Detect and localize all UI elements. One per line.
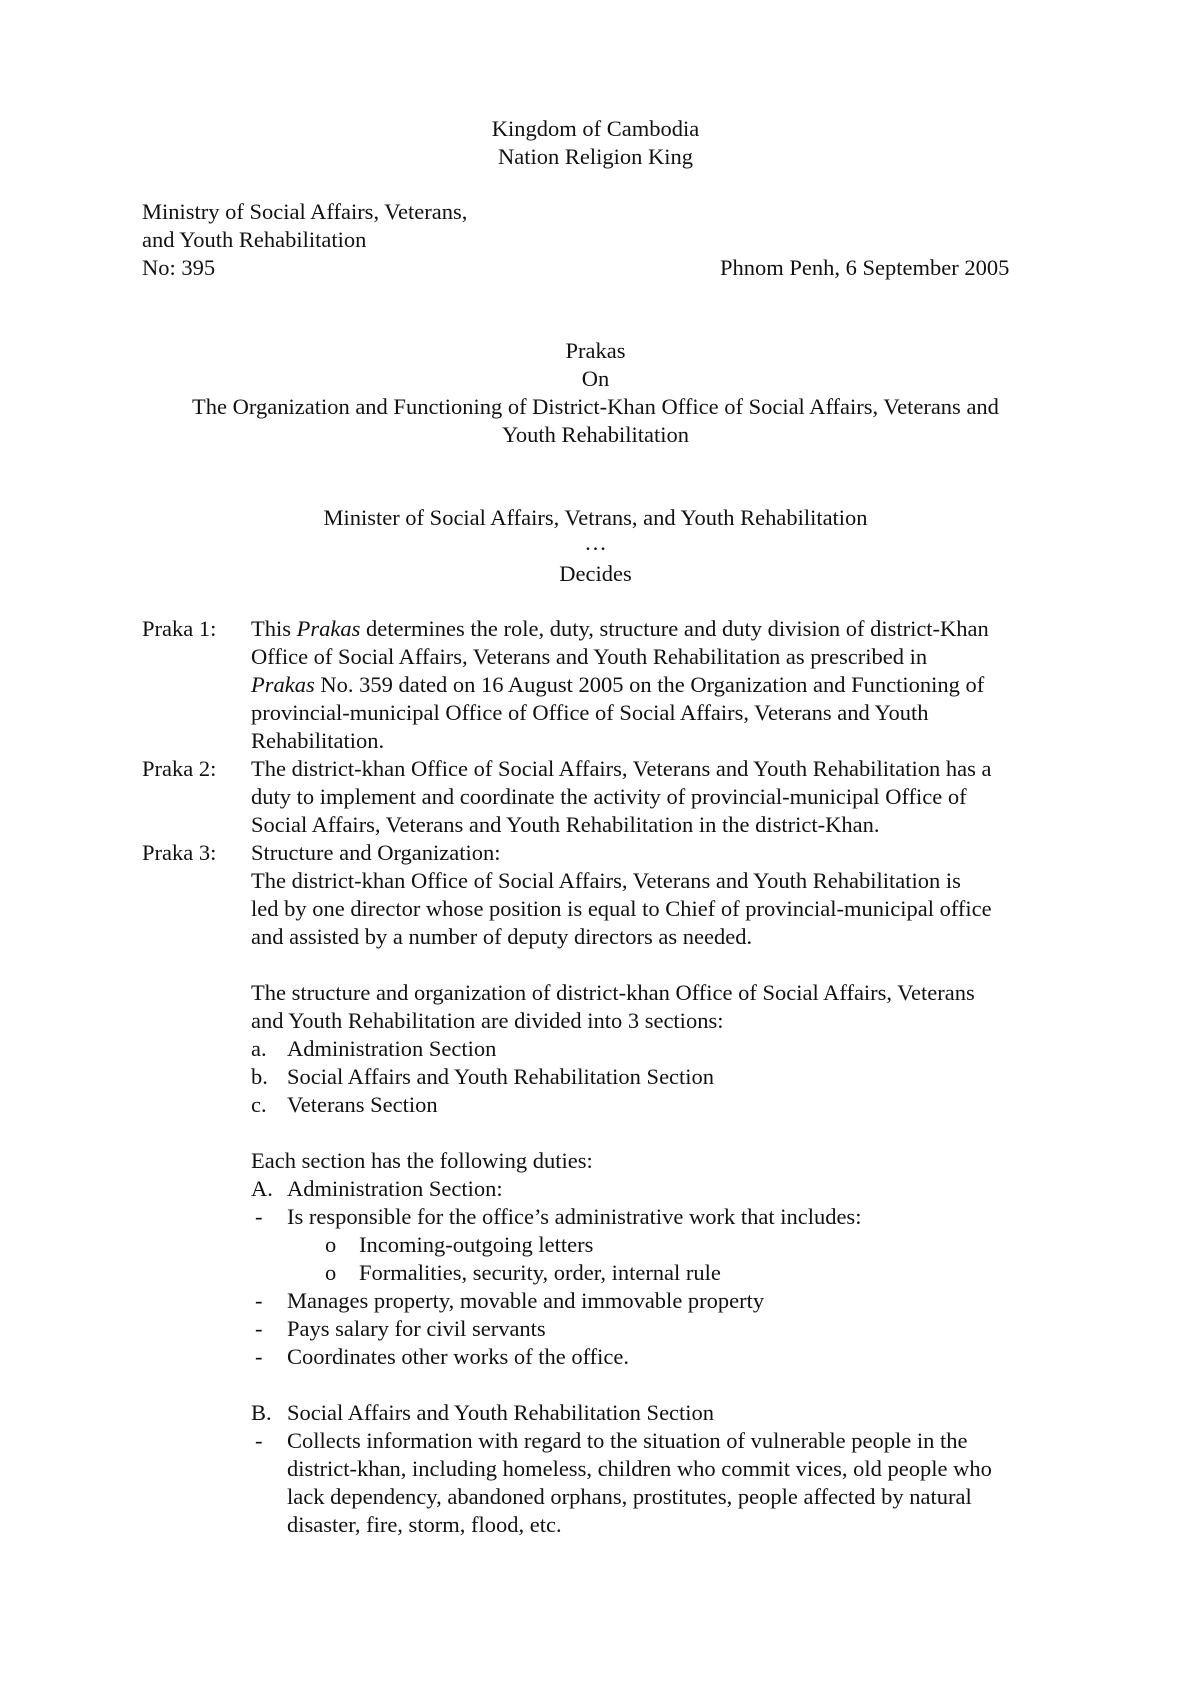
section-a-letter: A. — [251, 1176, 273, 1201]
praka-2-line3: Social Affairs, Veterans and Youth Rehabilitation in the district-Khan. — [251, 812, 880, 837]
praka-1-line5: Rehabilitation. — [251, 728, 385, 753]
title-subject-line2: Youth Rehabilitation — [501, 422, 690, 447]
praka-3-p1-line3: and assisted by a number of deputy directors as needed. — [251, 924, 753, 949]
title-subject-line1: The Organization and Functioning of District-Khan Office of Social Affairs, Veterans and — [192, 394, 999, 419]
section-b-duty-line1: Collects information with regard to the situation of vulnerable people in the — [287, 1428, 968, 1453]
section-list-item: Veterans Section — [287, 1092, 438, 1117]
section-a-subduty: Incoming-outgoing letters — [359, 1232, 594, 1257]
praka-3-heading: Structure and Organization: — [251, 840, 501, 865]
praka-3-p2-line2: and Youth Rehabilitation are divided into 3 sections: — [251, 1008, 724, 1033]
section-b-title: Social Affairs and Youth Rehabilitation Section — [287, 1400, 715, 1425]
ministry-name-line1: Ministry of Social Affairs, Veterans, — [142, 199, 468, 224]
ministry-name-line2: and Youth Rehabilitation — [142, 227, 367, 252]
praka-1-label: Praka 1: — [142, 616, 217, 641]
dash-bullet: - — [255, 1316, 263, 1341]
section-list-letter: b. — [251, 1064, 268, 1089]
ellipsis: … — [584, 530, 607, 555]
minister-line: Minister of Social Affairs, Vetrans, and Youth Rehabilitation — [323, 505, 868, 530]
dash-bullet: - — [255, 1428, 263, 1453]
section-a-duty: Coordinates other works of the office. — [287, 1344, 629, 1369]
section-a-duty: Pays salary for civil servants — [287, 1316, 546, 1341]
praka-3-label: Praka 3: — [142, 840, 217, 865]
praka-3-p1-line2: led by one director whose position is equal to Chief of provincial-municipal office — [251, 896, 992, 921]
praka-3-p1-line1: The district-khan Office of Social Affairs, Veterans and Youth Rehabilitation is — [251, 868, 961, 893]
prakas-italic: Prakas — [296, 616, 361, 641]
prakas-italic: Prakas — [251, 672, 315, 697]
circle-bullet: o — [325, 1232, 337, 1257]
dash-bullet: - — [255, 1344, 263, 1369]
motto-heading: Nation Religion King — [498, 144, 693, 169]
dash-bullet: - — [255, 1204, 263, 1229]
section-b-duty-line3: lack dependency, abandoned orphans, prostitutes, people affected by natural — [287, 1484, 972, 1509]
section-a-title: Administration Section: — [287, 1176, 503, 1201]
decides-heading: Decides — [559, 561, 632, 586]
title-on: On — [581, 366, 610, 391]
praka-2-line2: duty to implement and coordinate the activity of provincial-municipal Office of — [251, 784, 967, 809]
section-b-letter: B. — [251, 1400, 272, 1425]
praka-2-label: Praka 2: — [142, 756, 217, 781]
section-a-duty: Is responsible for the office’s administrative work that includes: — [287, 1204, 862, 1229]
section-list-letter: c. — [251, 1092, 267, 1117]
section-b-duty-line4: disaster, fire, storm, flood, etc. — [287, 1512, 562, 1537]
section-a-subduty: Formalities, security, order, internal rule — [359, 1260, 721, 1285]
section-a-duty: Manages property, movable and immovable property — [287, 1288, 765, 1313]
place-date: Phnom Penh, 6 September 2005 — [720, 255, 1010, 280]
circle-bullet: o — [325, 1260, 337, 1285]
section-list-item: Administration Section — [287, 1036, 497, 1061]
praka-3-p2-line1: The structure and organization of district-khan Office of Social Affairs, Veterans — [251, 980, 975, 1005]
dash-bullet: - — [255, 1288, 263, 1313]
document-number: No: 395 — [142, 255, 216, 280]
praka-1-line2: Office of Social Affairs, Veterans and Youth Rehabilitation as prescribed in — [251, 644, 928, 669]
praka-1-line1: This Prakas determines the role, duty, structure and duty division of district-Khan — [251, 616, 989, 641]
section-b-duty-line2: district-khan, including homeless, children who commit vices, old people who — [287, 1456, 992, 1481]
duties-intro: Each section has the following duties: — [251, 1148, 593, 1173]
section-list-letter: a. — [251, 1036, 267, 1061]
praka-1-line3: Prakas No. 359 dated on 16 August 2005 on the Organization and Functioning of — [251, 672, 985, 697]
praka-2-line1: The district-khan Office of Social Affairs, Veterans and Youth Rehabilitation has a — [251, 756, 992, 781]
praka-1-line4: provincial-municipal Office of Office of Social Affairs, Veterans and Youth — [251, 700, 929, 725]
section-list-item: Social Affairs and Youth Rehabilitation Section — [287, 1064, 715, 1089]
kingdom-heading: Kingdom of Cambodia — [491, 116, 700, 141]
title-prakas: Prakas — [565, 338, 626, 363]
